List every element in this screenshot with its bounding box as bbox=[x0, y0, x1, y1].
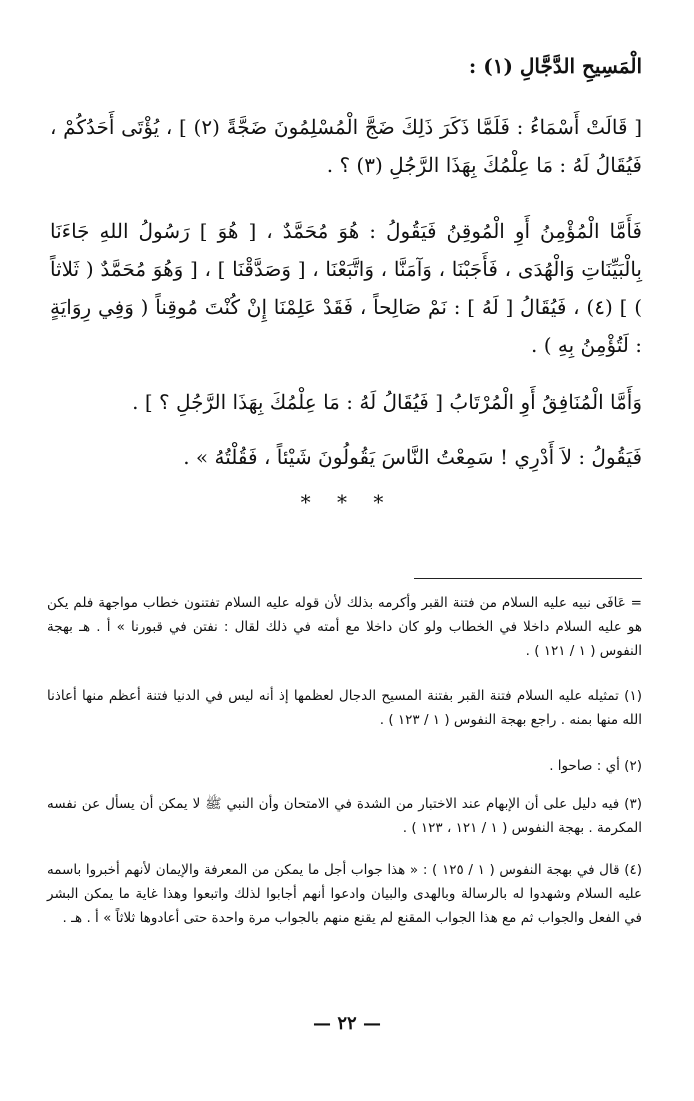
page-number: — ٢٢ — bbox=[313, 1013, 381, 1034]
footnote-1: (١) تمثيله عليه السلام فتنة القبر بفتنة المسيح الدجال لعظمها إذ أنه ليس في الدنيا فتنة أعظم منها أعاذنا الله منها بمنه . راجع بهجة النفوس ( ١ / ١٢٣ ) . bbox=[47, 688, 642, 728]
footnote-2: (٢) أي : صاحوا . bbox=[549, 758, 642, 774]
footnote-4: (٤) قال في بهجة النفوس ( ١ / ١٢٥ ) : « هذا جواب أجل ما يمكن من المعرفة والإيمان لأنهم أخبروا باسمه عليه السلام وشهدوا له بالرسالة وبالهدى والبيان وادعوا أنهم أجابوا لذلك واتبعوا وهذا غاية ما يمكن البشر في الفعل والجواب ثم مع هذا الجواب المقنع لم يقنع منهم بالجواب مرة واحدة حتى أعادوها ثلاثاً » أ . هـ . bbox=[47, 862, 643, 926]
footnote-rule bbox=[414, 578, 642, 579]
paragraph-3: وَأَمَّا الْمُنَافِقُ أَوِ الْمُرْتَابُ [ فَيُقَالُ لَهُ : مَا عِلْمُكَ بِهَذَا الرَّجُلِ ؟ ] . bbox=[132, 390, 642, 414]
paragraph-2: فَأَمَّا الْمُؤْمِنُ أَوِ الْمُوقِنُ فَيَقُولُ : هُوَ مُحَمَّدٌ ، [ هُوَ ] رَسُولُ اللهِ جَاءَنَا بِالْبَيِّنَاتِ وَالْهُدَى ، فَأَجَبْنَا ، وَآمَنَّا ، وَاتَّبَعْنَا ، [ وَصَدَّقْنَا ] ، [ وَهُوَ مُحَمَّدٌ ( ثَلاثاً ) ] (٤) ، فَيُقَالُ [ لَهُ ] : نَمْ صَالِحاً ، فَقَدْ عَلِمْنَا إِنْ كُنْتَ مُوقِناً ( وَفِي رِوَايَةٍ : لَتُؤْمِنُ بِهِ ) . bbox=[50, 219, 642, 357]
section-heading: الْمَسِيحِ الدَّجَّالِ (١) : bbox=[468, 54, 642, 78]
paragraph-4: فَيَقُولُ : لاَ أَدْرِي ! سَمِعْتُ النَّاسَ يَقُولُونَ شَيْئاً ، فَقُلْتُهُ » . bbox=[183, 445, 642, 469]
paragraph-1: [ قَالَتْ أَسْمَاءُ : فَلَمَّا ذَكَرَ ذَلِكَ ضَجَّ الْمُسْلِمُونَ ضَجَّةً (٢) ] ، يُؤْتَى أَحَدُكُمْ ، فَيُقَالُ لَهُ : مَا عِلْمُكَ بِهَذَا الرَّجُلِ (٣) ؟ . bbox=[50, 115, 642, 177]
section-separator: * * * bbox=[300, 490, 394, 514]
footnote-continuation: = عَافَى نبيه عليه السلام من فتنة القبر وأكرمه بذلك لأن قوله عليه السلام تفتنون خطاب مواجهة فلم يكن هو عليه السلام داخلا في الخطاب ولو كان داخلا مع أمته في ذلك لقال : نفتن في قبورنا » أ . هـ بهجة النفوس ( ١ / ١٢١ ) . bbox=[47, 595, 642, 659]
footnote-3: (٣) فيه دليل على أن الإبهام عند الاختبار من الشدة في الامتحان وأن النبي ﷺ لا يمكن أن يسأل عن نفسه المكرمة . بهجة النفوس ( ١ / ١٢١ ، ١٢٣ ) . bbox=[47, 796, 642, 836]
